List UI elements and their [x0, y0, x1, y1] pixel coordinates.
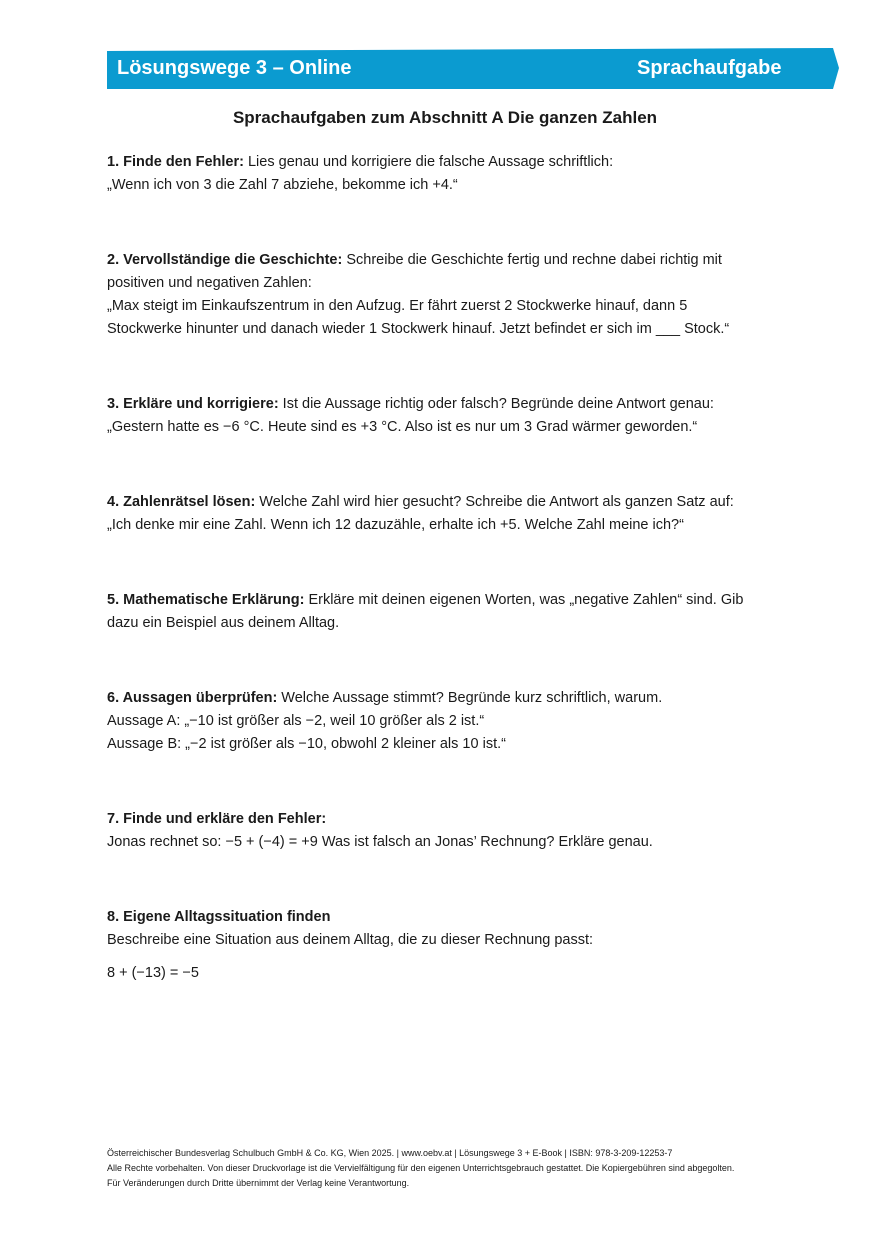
- footer-publisher: Österreichischer Bundesverlag Schulbuch GmbH & Co. KG, Wien 2025. | www.oebv.at | Lösungswege 3 + E-Book | ISBN: 978-3-209-12253-7: [107, 1148, 673, 1158]
- task-intro: Erkläre mit deinen eigenen Worten, was „negative Zahlen“ sind. Gib: [304, 592, 744, 608]
- task-intro: Lies genau und korrigiere die falsche Aussage schriftlich:: [243, 154, 614, 170]
- task-8: [107, 906, 787, 985]
- task-heading: 6. Aussagen überprüfen:: [107, 690, 278, 706]
- footer-rights: Alle Rechte vorbehalten. Von dieser Druckvorlage ist die Vervielfältigung für den eigenen Unterrichtsgebrauch gestattet. Die Kopiergebühren sind abgegolten.: [107, 1163, 735, 1173]
- task-heading: 4. Zahlenrätsel lösen:: [107, 494, 256, 510]
- task-text: Stockwerke hinunter und danach wieder 1 Stockwerk hinauf. Jetzt befindet er sich im ___ Stock.“: [107, 321, 730, 337]
- task-text: Aussage A: „−10 ist größer als −2, weil 10 größer als 2 ist.“: [107, 713, 485, 729]
- task-2: [107, 249, 787, 341]
- task-intro: Welche Aussage stimmt? Begründe kurz schriftlich, warum.: [277, 690, 663, 706]
- task-text: positiven und negativen Zahlen:: [107, 275, 312, 291]
- page-title: Sprachaufgaben zum Abschnitt A Die ganzen Zahlen: [232, 108, 658, 127]
- task-heading: 8. Eigene Alltagssituation finden: [107, 909, 331, 925]
- task-heading: 3. Erkläre und korrigiere:: [107, 396, 279, 412]
- task-heading: 1. Finde den Fehler:: [107, 154, 244, 170]
- task-3: [107, 393, 787, 439]
- footer: [107, 1146, 807, 1191]
- task-text: „Gestern hatte es −6 °C. Heute sind es +3 °C. Also ist es nur um 3 Grad wärmer geworden.“: [107, 419, 698, 435]
- task-7: [107, 808, 787, 854]
- task-1: [107, 151, 787, 197]
- task-text: „Ich denke mir eine Zahl. Wenn ich 12 dazuzähle, erhalte ich +5. Welche Zahl meine ich?“: [107, 517, 684, 533]
- task-6: [107, 687, 787, 756]
- task-intro: Schreibe die Geschichte fertig und rechne dabei richtig mit: [342, 252, 722, 268]
- task-list: [107, 151, 787, 985]
- task-text: dazu ein Beispiel aus deinem Alltag.: [107, 615, 340, 631]
- worksheet-type: Sprachaufgabe: [637, 57, 782, 79]
- task-text: Jonas rechnet so: −5 + (−4) = +9 Was ist falsch an Jonas’ Rechnung? Erkläre genau.: [107, 834, 653, 850]
- task-heading: 7. Finde und erkläre den Fehler:: [107, 811, 327, 827]
- series-title: Lösungswege 3 – Online: [117, 57, 352, 79]
- task-5: [107, 589, 787, 635]
- footer-disclaimer: Für Veränderungen durch Dritte übernimmt der Verlag keine Verantwortung.: [107, 1178, 410, 1188]
- task-intro: Ist die Aussage richtig oder falsch? Begründe deine Antwort genau:: [278, 396, 714, 412]
- task-text: „Max steigt im Einkaufszentrum in den Aufzug. Er fährt zuerst 2 Stockwerke hinauf, dann 5: [107, 298, 688, 314]
- header-banner: [107, 48, 839, 89]
- task-4: [107, 491, 787, 537]
- task-heading: 5. Mathematische Erklärung:: [107, 592, 305, 608]
- task-text: Beschreibe eine Situation aus deinem Alltag, die zu dieser Rechnung passt:: [107, 932, 594, 948]
- task-intro: Welche Zahl wird hier gesucht? Schreibe die Antwort als ganzen Satz auf:: [255, 494, 734, 510]
- task-text: „Wenn ich von 3 die Zahl 7 abziehe, bekomme ich +4.“: [107, 177, 458, 193]
- task-equation: 8 + (−13) = −5: [107, 965, 199, 981]
- task-heading: 2. Vervollständige die Geschichte:: [107, 252, 343, 268]
- task-text: Aussage B: „−2 ist größer als −10, obwohl 2 kleiner als 10 ist.“: [107, 736, 506, 752]
